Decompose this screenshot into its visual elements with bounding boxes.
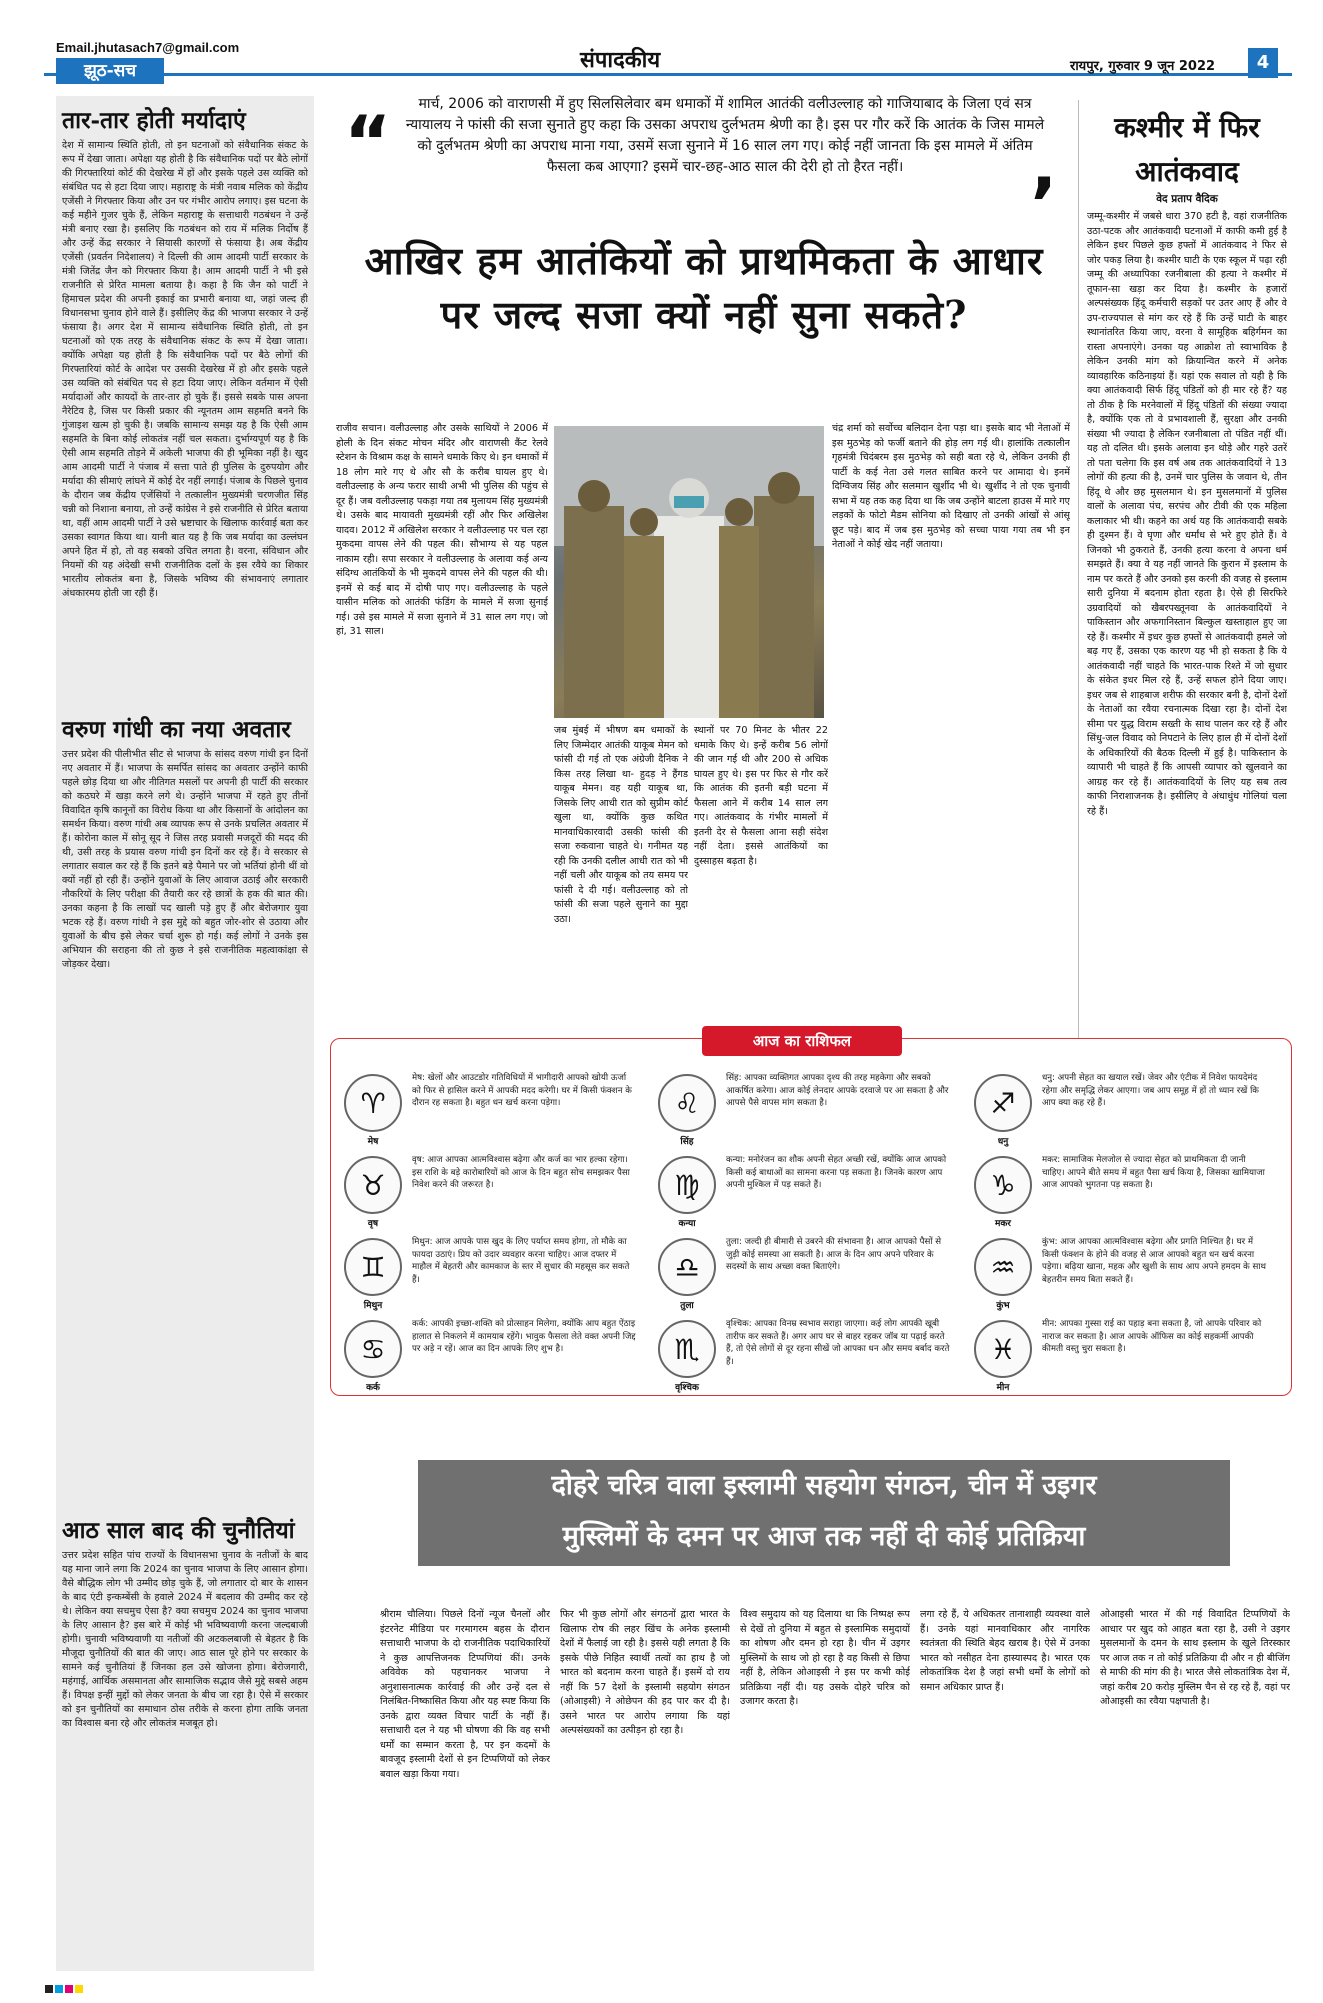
banner-line-1: दोहरे चरित्र वाला इस्लामी सहयोग संगठन, चीन में उइगर xyxy=(551,1470,1097,1501)
open-quote-icon: “ xyxy=(344,100,392,184)
horoscope-aries xyxy=(338,1068,644,1148)
taurus-icon: ♉ xyxy=(344,1156,402,1214)
pull-quote: मार्च, 2006 को वाराणसी में हुए सिलसिलेवार बम धमाकों में शामिल आतंकी वलीउल्लाह को गाजियाबाद के जिला एवं सत्र न्यायालय ने फांसी की सजा सुनाते हुए कहा कि उसका अपराध दुर्लभतम श्रेणी का है। इस पर गौर करें कि आतंक के जिस मामले को दुर्लभतम श्रेणी का अपराध माना गया, उसमें सजा सुनाने में 16 साल लग गए। कोई नहीं जानता कि इस मामले में अंतिम फैसला कब आएगा? इसमें चार-छह-आठ साल की देरी हो तो हैरत नहीं। xyxy=(405,96,1045,175)
left-text-1: देश में सामान्य स्थिति होती, तो इन घटनाओं को संवैधानिक संकट के रूप में देखा जाता। अपेक्षा यह होती है कि संवैधानिक पदों पर बैठे लोगों की गिरफ्तारियां कोर्ट की देखरेख में हों और इसके पहले उस व्यक्ति को संबंधित पद से हटा दिया जाए। महाराष्ट्र के मंत्री नवाब मलिक को केंद्रीय एजेंसी ने गिरफ्तार किया और उन पर गंभीर आरोप लगाए। इस घटना के कई महीने गुजर चुके हैं, लेकिन महाराष्ट्र के सत्ताधारी गठबंधन ने उन्हें मंत्री बनाए रखा है। इसलिए कि गठबंधन को राय में मलिक निर्दोष हैं और उन्हें केंद्र सरकार ने सियासी कारणों से फंसाया है। अब केंद्रीय एजेंसी (प्रवर्तन निदेशालय) ने दिल्ली की आम आदमी पार्टी सरकार के मंत्री जितेंद्र जैन को गिरफ्तार किया है। आम आदमी पार्टी ने भी इसे राजनीति से प्रेरित मामला बताया है। कहा है कि जैन को पार्टी ने हिमाचल प्रदेश की अपनी इकाई का प्रभारी बनाया था, जहां जल्द ही विधानसभा चुनाव होने वाले हैं। इसीलिए केंद्र की भाजपा सरकार ने उन्हें फंसाया है। अगर देश में सामान्य संवैधानिक स्थिति होती, तो इन घटनाओं को एक तरह के संवैधानिक संकट के रूप में देखा जाता। क्योंकि अपेक्षा यह होती है कि संवैधानिक पदों पर बैठे लोगों की गिरफ्तारियां कोर्ट के आदेश पर उसकी देखरेख में हो और इसके पहले उस व्यक्ति को संबंधित पद से हटा दिया जाए। लेकिन वर्तमान में ऐसी मर्यादाओं और कायदों के तार-तार हो चुके हैं। इससे सबके पास अपना नैरेटिव है, जिस पर किसी प्रकार की न्यूनतम आम सहमति बनने कि गुंजाइश खत्म हो चुकी है। जबकि सामान्य समझ यह है कि ऐसी आम सहमति के बिना कोई लोकतंत्र नहीं चल सकता। दुर्भाग्यपूर्ण यह है कि ऐसी आम सहमति तोड़ने में अकेली भाजपा की ही भूमिका नहीं है। खुद आम आदमी पार्टी ने पंजाब में सत्ता पाते ही पुलिस के दुरुपयोग और मर्यादा की सीमाएं लांघने में कोई देर नहीं लगाई। पंजाब के पिछले चुनाव के दौरान जब केंद्रीय एजेंसियों ने तत्कालीन मुख्यमंत्री चरणजीत सिंह चन्नी को निशाना बनाया, तो उन्हें कांग्रेस ने इसे राजनीति से प्रेरित बताया था, वहीं आम आदमी पार्टी ने उसे भ्रष्टाचार के खिलाफ कार्रवाई बता कर उसका स्वागत किया था। यानी बात यह है कि जब मर्यादा का उल्लंघन अपने हित में हो, तो वह सबको उचित लगता है। वरना, संविधान और नियमों की यह अंदेखी सभी राजनीतिक दलों के इस रवैये का शिकार भारतीय लोकतंत्र बना है, जिसके भविष्य की संभावनाएं लगातार अंधकारमय होती जा रही हैं। xyxy=(62,140,308,599)
horoscope-pisces xyxy=(968,1314,1274,1394)
sign-name: कुंभ xyxy=(996,1301,1010,1311)
sign-name: मीन xyxy=(996,1383,1010,1393)
registration-marks xyxy=(44,1978,1292,1988)
sign-forecast: तुला: जल्दी ही बीमारी से उबरने की संभावना है। आज आपको पैसों से जुड़ी कोई समस्या आ सकती है। आज के दिन आप अपने परिवार के सदस्यों के साथ अच्छा वक्त बिताएंगे। xyxy=(726,1237,942,1272)
police-escort-photo xyxy=(554,426,824,718)
bottom-col-2: फिर भी कुछ लोगों और संगठनों द्वारा भारत के खिलाफ रोष की लहर खिंच के अनेक इस्लामी देशों में फैलाई जा रही है। इससे यही लगता है कि इसके पीछे निहित स्वार्थी तत्वों का हाथ है जो भारत को बदनाम करना चाहते हैं। इसमें दो राय नहीं कि 57 देशों के इस्लामी सहयोग संगठन (ओआइसी) ने ओछेपन की हद पार कर दी है। उसने भारत पर आरोप लगाया कि यहां अल्पसंख्यकों का उत्पीड़न हो रहा है। xyxy=(560,1609,730,1736)
sign-name: मकर xyxy=(995,1219,1011,1229)
right-heading: कश्मीर में फिर आतंकवाद xyxy=(1114,111,1260,188)
close-quote-icon: ’ xyxy=(1030,162,1058,246)
horoscope-leo xyxy=(652,1068,958,1148)
capricorn-icon: ♑ xyxy=(974,1156,1032,1214)
horoscope-sagittarius xyxy=(968,1068,1274,1148)
left-heading-2: वरुण गांधी का नया अवतार xyxy=(62,716,291,743)
sign-name: कर्क xyxy=(366,1383,380,1393)
sign-forecast: कुंभ: आज आपका आत्मविश्वास बढ़ेगा और प्रगति निश्चित है। घर में किसी फंक्शन के होने की वजह से आज आपको बहुत धन खर्च करना पड़ेगा। बढ़िया खाना, महक और खुशी के साथ आप अपने हमदम के साथ बेहतरीन समय बिता सकते हैं। xyxy=(1042,1237,1266,1285)
sign-forecast: सिंह: आपका व्यक्तिगत आपका दृश्य की तरह महकेगा और सबको आकर्षित करेगा। आज कोई लेनदार आपके दरवाजे पर आ सकता है और आपसे पैसे वापस मांग सकता है। xyxy=(726,1073,949,1108)
aries-icon: ♈ xyxy=(344,1074,402,1132)
gemini-icon: ♊ xyxy=(344,1238,402,1296)
horoscope-title: आज का राशिफल xyxy=(702,1026,902,1056)
horoscope-virgo xyxy=(652,1150,958,1230)
bottom-col-3: विश्व समुदाय को यह दिलाया था कि निष्पक्ष रूप से देखें तो दुनिया में बहुत से इस्लामिक समुदायों का शोषण और दमन हो रहा है। चीन में उइगर मुस्लिमों के साथ जो हो रहा है वह किसी से छिपा नहीं है, लेकिन ओआइसी ने इस पर कभी कोई प्रतिक्रिया नहीं दी। यह उसके दोहरे चरित्र को उजागर करता है। xyxy=(740,1609,910,1707)
sign-name: वृष xyxy=(367,1219,379,1229)
sign-forecast: वृश्चिक: आपका विनम्र स्वभाव सराहा जाएगा। कई लोग आपकी खूबी तारीफ कर सकते हैं। अगर आप घर से बाहर रहकर जॉब या पढ़ाई करते हैं, तो ऐसे लोगों से दूर रहना सीखें जो आपका धन और समय बर्बाद करते हैं। xyxy=(726,1319,950,1367)
sign-forecast: मीन: आपका गुस्सा राई का पहाड़ बना सकता है, जो आपके परिवार को नाराज कर सकता है। आज आपके ऑफिस का कोई सहकर्मी आपकी कीमती वस्तु चुरा सकता है। xyxy=(1042,1319,1262,1354)
section-title: संपादकीय xyxy=(580,48,661,73)
bottom-col-1: श्रीराम चौलिया। पिछले दिनों न्यूज चैनलों और इंटरनेट मीडिया पर गरमागरम बहस के दौरान सत्ताधारी भाजपा के दो राजनीतिक पदाधिकारियों ने कुछ आपत्तिजनक टिप्पणियां कीं। उनके अविवेक को पहचानकर भाजपा ने अनुशासनात्मक कार्रवाई की और उन्हें दल से निलंबित-निष्कासित किया और यह स्पष्ट किया कि उनके द्वारा व्यक्त विचार पार्टी के नहीं हैं। सत्ताधारी दल ने यह भी घोषणा की कि वह सभी धर्मों का सम्मान करता है, पर इन कदमों के बावजूद इस्लामी देशों से इन टिप्पणियों को लेकर बवाल खड़ा किया गया। xyxy=(380,1609,550,1780)
sign-forecast: मेष: खेलों और आउटडोर गतिविधियों में भागीदारी आपको खोयी ऊर्जा को फिर से हासिल करने में आपकी मदद करेगी। घर में किसी फंक्शन के दौरान रह सकता है। बहुत धन खर्च करना पड़ेगा। xyxy=(412,1073,632,1108)
horoscope-capricorn xyxy=(968,1150,1274,1230)
cancer-icon: ♋ xyxy=(344,1320,402,1378)
sign-name: धनु xyxy=(997,1137,1009,1147)
horoscope-gemini xyxy=(338,1232,644,1312)
newspaper-logo: झूठ-सच xyxy=(56,58,164,84)
banner-line-2: मुस्लिमों के दमन पर आज तक नहीं दी कोई प्रतिक्रिया xyxy=(562,1521,1086,1552)
left-heading-1: तार-तार होती मर्यादाएं xyxy=(62,107,246,134)
main-headline: आखिर हम आतंकियों को प्राथमिकता के आधार पर जल्द सजा क्यों नहीं सुना सकते? xyxy=(364,238,1044,337)
scorpio-icon: ♏ xyxy=(658,1320,716,1378)
sign-forecast: धनु: अपनी सेहत का खयाल रखें। जेवर और एंटीक में निवेश फायदेमंद रहेगा और समृद्धि लेकर आएगा। जब आप समूह में हों तो ध्यान रखें कि आप क्या कह रहे हैं। xyxy=(1042,1073,1259,1108)
sign-name: तुला xyxy=(680,1301,694,1311)
article-col-1: राजीव सचान। वलीउल्लाह और उसके साथियों ने 2006 में होली के दिन संकट मोचन मंदिर और वाराणसी कैंट रेलवे स्टेशन के विश्राम कक्ष के सामने धमाके किए थे। इन धमाकों में 18 लोग मारे गए थे और सौ के करीब घायल हुए थे। वलीउल्लाह के अन्य फरार साथी अभी भी पुलिस की पहुंच से दूर हैं। जब वलीउल्लाह पकड़ा गया तब मुलायम सिंह मुख्यमंत्री थे। उसके बाद मायावती मुख्यमंत्री रहीं और फिर अखिलेश यादव। 2012 में अखिलेश सरकार ने वलीउल्लाह पर चल रहा मुकदमा वापस लेने की पहल की। सौभाग्य से यह पहल नाकाम रही। सपा सरकार ने वलीउल्लाह के अलावा कई अन्य संदिग्ध आतंकियों के भी मुकदमे वापस लेने की पहल की थी। इनमें से कई बाद में दोषी पाए गए। वलीउल्लाह के पहले यासीन मलिक को आतंकी फंडिंग के मामले में सजा सुनाई गई। उसे इस मामले में सजा सुनाने में 31 साल लग गए। जो हां, 31 साल। xyxy=(336,423,548,637)
virgo-icon: ♍ xyxy=(658,1156,716,1214)
sign-name: कन्या xyxy=(678,1219,696,1229)
horoscope-aquarius xyxy=(968,1232,1274,1312)
sign-name: मेष xyxy=(367,1137,379,1147)
article-col-4: स्थानों पर 70 मिनट के भीतर 22 धमाके किए थे। इन्हें करीब 56 लोगों की जान गई थी और 200 से अधिक घायल हुए थे। इस पर फिर से गौर करें कि आतंक की इतनी बड़ी घटना में फैसला आने में करीब 14 साल लग गए। आतंकवाद के गंभीर मामलों में इतनी देर से फैसला आना सही संदेश नहीं देता। इससे आतंकियों का दुस्साहस बढ़ता है। xyxy=(694,725,828,867)
email-address[interactable]: Email.jhutasach7@gmail.com xyxy=(56,40,240,55)
horoscope-taurus xyxy=(338,1150,644,1230)
page-number: 4 xyxy=(1248,48,1278,78)
right-article-text: जम्मू-कश्मीर में जबसे धारा 370 हटी है, वहां राजनीतिक उठा-पटक और आतंकवादी घटनाओं में काफी कमी हुई है लेकिन इधर पिछले कुछ हफ्तों में आतंकवाद ने फिर से जोर पकड़ लिया है। कश्मीर घाटी के एक स्कूल में पढ़ा रही जम्मू की अध्यापिका रजनीबाला की हत्या ने कश्मीर में तूफान-सा खड़ा कर दिया है। कश्मीर के हजारों अल्पसंख्यक हिंदू कर्मचारी सड़कों पर उतर आए हैं और वे उप-राज्यपाल से मांग कर रहे हैं कि उन्हें घाटी के बाहर स्थानांतरित किया जाए, वरना वे सामूहिक बहिर्गमन का रास्ता अपनाएंगे। उनका यह आक्रोश तो स्वाभाविक है लेकिन उनकी मांग को क्रियान्वित करने में अनेक व्यावहारिक कठिनाइयां हैं। यहां एक सवाल तो यही है कि क्या आतंकवादी सिर्फ हिंदू पंडितों को ही मार रहे हैं? यह तो ठीक है कि मरनेवालों में हिंदू पंडितों की संख्या ज्यादा है, क्योंकि एक तो वे प्रभावशाली हैं, सुरक्षा और उनकी संख्या भी ज्यादा है लेकिन रजनीबाला तो पंडित नहीं थीं। यह तो दलित थी। इसके अलावा इन थोड़े और गहरे उतरें तो पता चलेगा कि इस वर्ष अब तक आतंकवादियों ने 13 लोगों की हत्या की है, उनमें चार पुलिस के जवान थे, तीन हिंदू थे और छह मुसलमान थे। इन मुसलमानों में पुलिस वालों के अलावा पंच, सरपंच और टीवी की एक महिला कलाकार भी थी। कहने का अर्थ यह कि आतंकवादी सबके ही दुश्मन हैं। वे घृणा और धर्मांध से भरे हुए होते हैं। वे जिनको भी ठुकराते हैं, उनकी हत्या करना वे अपना धर्म समझते हैं। क्या वे यह नहीं जानते कि कुरान में इस्लाम के नाम पर करते हैं और उनको इस करनी की वजह से इस्लाम सारी दुनिया में बदनाम होता रहता है। ऐसे ही सिरफिरे उग्रवादियों को खैबरपख्तूनवा के आतंकवादियों ने पाकिस्तान और अफगानिस्तान बिल्कुल खस्ताहाल हुए जा रहे हैं। कश्मीर में इधर कुछ हफ्तों से आतंकवादी हमले जो बढ़ गए हैं, उसका एक कारण यह भी हो सकता है कि ये आतंकवादी नहीं चाहते कि भारत-पाक रिश्ते में जो सुधार के संकेत इधर मिल रहे हैं, उन्हें सफल होने दिया जाए। इधर जब से शाहबाज शरीफ की सरकार बनी है, दोनों देशों के नेताओं का रवैया रचनात्मक दिखा रहा है। दोनों देश सीमा पर युद्ध विराम सख्ती के साथ पालन कर रहे हैं और सिंधु-जल विवाद को निपटाने के लिए हाल ही में दोनों देशों के अधिकारियों की बैठक दिल्ली में हुई है। पाकिस्तान के व्यापारी भी चाहते हैं कि आपसी व्यापार को खुलवाने का आग्रह कर रहे हैं। आतंकवादियों के लिए यह सब तत्व काफी निराशाजनक है। इसीलिए वे अंधाधुंध गोलियां चला रहे हैं। xyxy=(1087,211,1287,817)
sagittarius-icon: ♐ xyxy=(974,1074,1032,1132)
right-author: वेद प्रताप वैदिक xyxy=(1156,193,1218,205)
horoscope-scorpio xyxy=(652,1314,958,1394)
date-line: रायपुर, गुरुवार 9 जून 2022 xyxy=(1070,59,1216,74)
article-col-2: चंद्र शर्मा को सर्वोच्च बलिदान देना पड़ा था। इसके बाद भी नेताओं में इस मुठभेड़ को फर्जी बताने की होड़ लग गई थी। हालांकि तत्कालीन गृहमंत्री चिदंबरम इस मुठभेड़ को सही बता रहे थे, लेकिन उनकी ही पार्टी के कई नेता उसे गलत साबित करने पर आमादा थे। इनमें दिग्विजय सिंह और सलमान खुर्शीद भी थे। खुर्शीद ने तो एक चुनावी सभा में यह तक कह दिया था कि जब उन्होंने बाटला हाउस में मारे गए लड़कों के फोटो मैडम सोनिया को दिखाए तो उनकी आंखों से आंसू छूट पड़े। बाद में जब इस मुठभेड़ को सच्चा पाया गया तब भी इन नेताओं ने कोई खेद नहीं जताया। xyxy=(832,423,1070,550)
sign-name: मिथुन xyxy=(363,1301,383,1311)
left-heading-3: आठ साल बाद की चुनौतियां xyxy=(62,1517,295,1544)
bottom-col-5: ओआइसी भारत में की गई विवादित टिप्पणियों के आधार पर खुद को आहत बता रहा है, उसी ने उइगर मुसलमानों के दमन के साथ इस्लाम के खुले तिरस्कार पर आज तक न तो कोई प्रतिक्रिया दी और न ही बीजिंग से माफी की मांग की है। भारत जैसे लोकतांत्रिक देश में, जहां करीब 20 करोड़ मुस्लिम चैन से रह रहे हैं, वहां पर ओआइसी का रवैया पक्षपाती है। xyxy=(1100,1609,1290,1707)
sign-name: सिंह xyxy=(680,1137,694,1147)
sign-name: वृश्चिक xyxy=(675,1383,699,1393)
pisces-icon: ♓ xyxy=(974,1320,1032,1378)
news-photo xyxy=(554,426,824,718)
article-col-3: जब मुंबई में भीषण बम धमाकों के लिए जिम्मेदार आतंकी याकूब मेमन को फांसी दी गई तो एक अंग्रेजी दैनिक ने किस तरह लिखा था- हुदड़ ने हैंगड याकूब मेमन। वह यही याकूब था, जिसके लिए आधी रात को सुप्रीम कोर्ट खुला था, क्योंकि कुछ कथित मानवाधिकारवादी उसकी फांसी की सजा रुकवाना चाहते थे। गनीमत यह रही कि उनकी दलील आधी रात को भी नहीं चली और याकूब को तय समय पर फांसी दे दी गई। वलीउल्लाह को तो फांसी की सजा पहले सुनाने का मुद्दा उठा। xyxy=(554,725,688,925)
horoscope-cancer xyxy=(338,1314,644,1394)
sign-forecast: मिथुन: आज आपके पास खुद के लिए पर्याप्त समय होगा, तो मौके का फायदा उठाएं। प्रिय को उदार व्यवहार करना चाहिए। आज दफ्तर में माहौल में बेहतरी और कामकाज के स्तर में सुधार की महसूस कर सकते हैं। xyxy=(412,1237,630,1285)
sign-forecast: कन्या: मनोरंजन का शौक अपनी सेहत अच्छी रखें, क्योंकि आज आपको किसी कई बाधाओं का सामना करना पड़ सकता है। जिनके कारण आप अपनी मुश्किल में पड़ सकते हैं। xyxy=(726,1155,947,1190)
bottom-banner xyxy=(418,1460,1230,1566)
left-column xyxy=(56,96,314,1971)
libra-icon: ♎ xyxy=(658,1238,716,1296)
aquarius-icon: ♒ xyxy=(974,1238,1032,1296)
sign-forecast: मकर: सामाजिक मेलजोल से ज्यादा सेहत को प्राथमिकता दी जानी चाहिए। आपने बीते समय में बहुत पैसा खर्च किया है, जिसका खामियाजा आज आपको भुगतना पड़ सकता है। xyxy=(1042,1155,1265,1190)
bottom-col-4: लगा रहे हैं, ये अधिकतर तानाशाही व्यवस्था वाले हैं। उनके यहां मानवाधिकार और नागरिक स्वतंत्रता की स्थिति बेहद खराब है। ऐसे में उनका भारत को नसीहत देना हास्यास्पद है। भारत एक लोकतांत्रिक देश है जहां सभी धर्मों के लोगों को समान अधिकार प्राप्त हैं। xyxy=(920,1609,1090,1693)
sign-forecast: वृष: आज आपका आत्मविश्वास बढ़ेगा और कर्ज का भार हल्का रहेगा। इस राशि के बड़े कारोबारियों को आज के दिन बहुत सोच समझकर पैसा निवेश करने की जरूरत है। xyxy=(412,1155,630,1190)
horoscope-libra xyxy=(652,1232,958,1312)
left-text-2: उत्तर प्रदेश की पीलीभीत सीट से भाजपा के सांसद वरुण गांधी इन दिनों नए अवतार में हैं। भाजपा के समर्पित सांसद का अवतार उन्होंने काफी पहले छोड़ दिया था और नीतिगत मसलों पर अपनी ही पार्टी की सरकार को कठघरे में खड़ा करने लगे थे। उन्होंने भाजपा में रहते हुए तीनों विवादित कृषि कानूनों का विरोध किया था और किसानों के आंदोलन का समर्थन किया। वरुण गांधी अब व्यापक रूप से उनके प्रचलित अवतार में हैं। कोरोना काल में सोनू सूद ने जिस तरह प्रवासी मजदूरों की मदद की थी, उसी तरह के प्रयास वरुण गांधी इन दिनों कर रहे हैं। वे सरकार से लगातार सवाल कर रहे हैं कि इतने बड़े पैमाने पर जो भर्तियां होनी थीं वो क्यों नहीं हो रही हैं। उन्होंने युवाओं के लिए आवाज उठाई और सरकारी नौकरियों के लिए परीक्षा की तैयारी कर रहे छात्रों के हक की बात की। उनका कहना है कि लाखों पद खाली पड़े हुए हैं और बेरोजगार युवा भटक रहे हैं। वरुण गांधी ने इस मुद्दे को बहुत जोर-शोर से उठाया और युवाओं के बीच इसे लेकर चर्चा शुरू हो गई। कई लोगों ने उनके इस अभियान की सराहना की तो कुछ ने इसे राजनीतिक महत्वाकांक्षा से जोड़कर देखा। xyxy=(62,749,308,970)
leo-icon: ♌ xyxy=(658,1074,716,1132)
sign-forecast: कर्क: आपकी इच्छा-शक्ति को प्रोत्साहन मिलेगा, क्योंकि आप बहुत ऐंठाइ हालात से निकलने में कामयाब रहेंगे। भावुक फैसला लेते वक्त अपनी जिद्द पर अड़े न रहें। आज का दिन आपके लिए शुभ है। xyxy=(412,1319,636,1354)
column-rule xyxy=(1078,100,1079,1080)
left-text-3: उत्तर प्रदेश सहित पांच राज्यों के विधानसभा चुनाव के नतीजों के बाद यह माना जाने लगा कि 2024 का चुनाव भाजपा के लिए आसान होगा। वैसे बौद्धिक लोग भी उम्मीद छोड़ चुके हैं, जो लगातार दो बार के शासन के बाद एंटी इन्कम्बेंसी के हवाले 2024 में बदलाव की उम्मीद कर रहे थे। लेकिन क्या सचमुच ऐसा है? क्या सचमुच 2024 का चुनाव भाजपा के लिए आसान है? इस बारे में कोई भी भविष्यवाणी करना जल्दबाजी होगी। चुनावी भविष्यवाणी या नतीजों की अटकलबाजी से बेहतर है कि मौजूदा चुनौतियों की बात की जाए। आठ साल पूरे होने पर सरकार के सामने कई चुनौतियां हैं जिनका हल उसे खोजना होगा। बेरोजगारी, महंगाई, आर्थिक असमानता और सामाजिक सद्भाव जैसे मुद्दे सबसे अहम हैं। विपक्ष इन्हीं मुद्दों को लेकर जनता के बीच जा रहा है। ऐसे में सरकार को इन चुनौतियों का समाधान ठोस तरीके से करना होगा ताकि जनता का विश्वास बना रहे और लोकतंत्र मजबूत हो। xyxy=(62,1550,308,1729)
